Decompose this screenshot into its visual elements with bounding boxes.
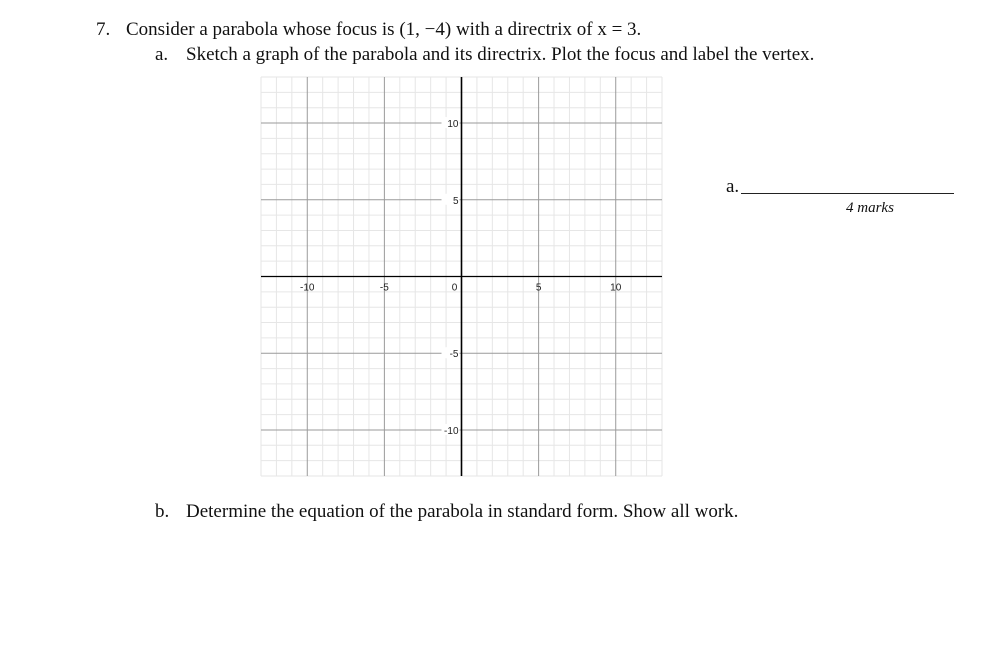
x-tick-label: -10 [300,282,315,294]
question-text: Consider a parabola whose focus is (1, −4) with a directrix of x = 3. [126,19,642,40]
y-tick-label: -5 [449,349,459,361]
y-tick-label: 5 [452,195,459,207]
question-number: 7. [96,19,111,40]
answer-a-label: a. [726,176,740,197]
part-a-text: Sketch a graph of the parabola and its directrix. Plot the focus and label the vertex. [186,44,815,65]
y-tick-label: -10 [444,425,459,437]
y-tick-label: 10 [447,119,459,131]
part-b-text: Determine the equation of the parabola in standard form. Show all work. [186,501,739,522]
coordinate-grid [255,71,669,483]
answer-a-blank-line[interactable] [741,193,954,194]
x-tick-label: 0 [451,282,458,294]
x-tick-label: 5 [535,282,542,294]
x-tick-label: 10 [610,282,622,294]
x-tick-label: -5 [379,282,389,294]
part-b-label: b. [155,501,170,522]
marks-label: 4 marks [846,200,894,216]
part-a-label: a. [155,44,169,65]
